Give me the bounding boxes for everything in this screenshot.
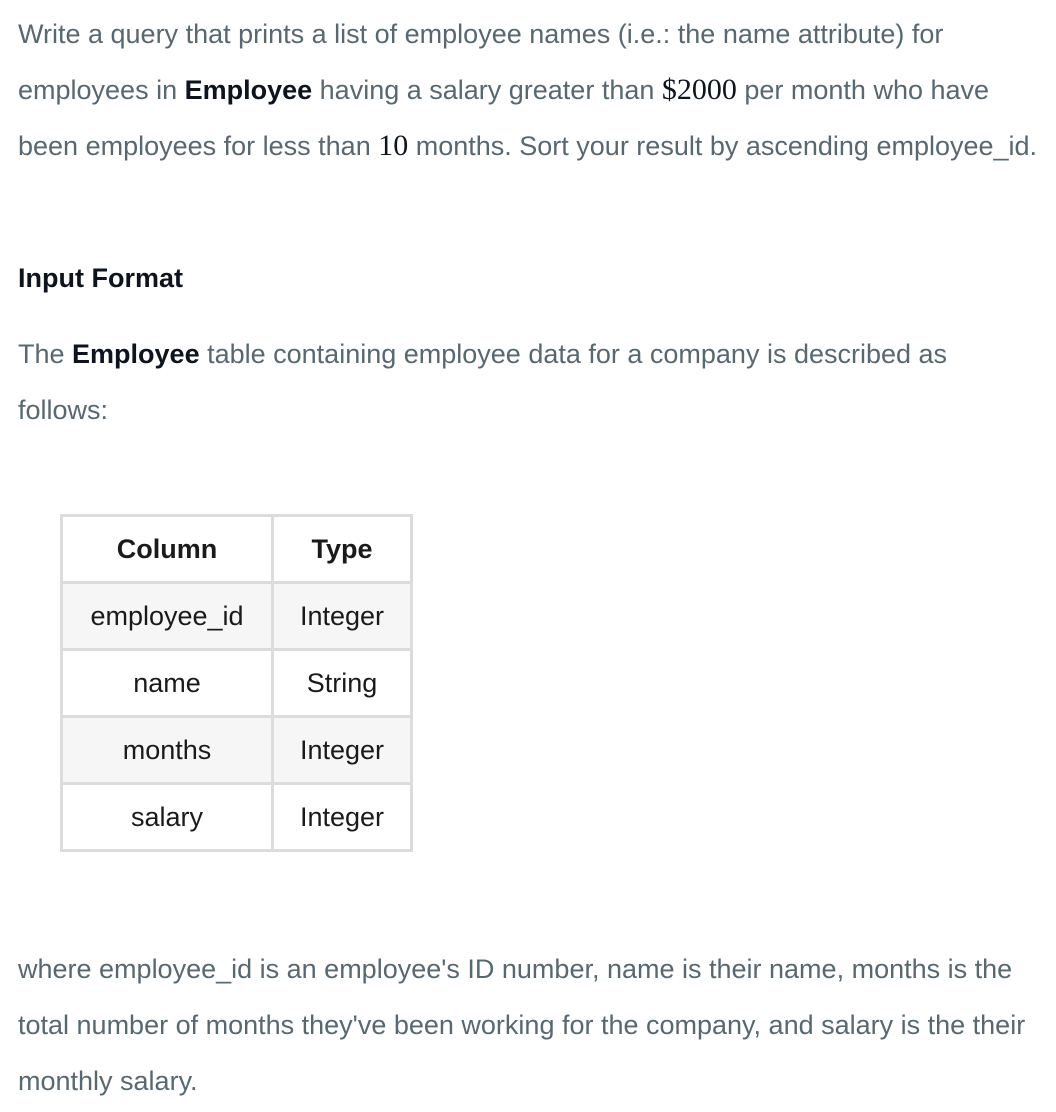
table-row — [62, 784, 412, 851]
intro-text-1: Write a query that prints a list of employee names (i.e.: the name attribute) for employees in — [18, 19, 944, 105]
column-cell: salary — [62, 784, 273, 851]
months-threshold: 10 — [378, 129, 409, 162]
employee-table-name-2: Employee — [72, 339, 200, 369]
intro-paragraph — [18, 6, 1038, 174]
type-cell: Integer — [273, 717, 412, 784]
column-header: Column — [62, 516, 273, 583]
table-row — [62, 650, 412, 717]
input-format-heading: Input Format — [18, 263, 183, 293]
type-header: Type — [273, 516, 412, 583]
input-format-paragraph — [18, 326, 1038, 438]
input-format-text-1: The — [18, 339, 73, 369]
schema-table — [60, 514, 413, 852]
employee-table-name: Employee — [184, 75, 313, 105]
description-paragraph: where employee_id is an employee's ID number, name is their name, months is the total number of months they've been working for the company, and salary is the their monthly salary. — [18, 954, 1026, 1096]
type-cell: Integer — [273, 784, 412, 851]
intro-text-4: months. Sort your result by ascending employee_id. — [408, 131, 1038, 161]
schema-header-row — [62, 516, 412, 583]
column-cell: months — [62, 717, 273, 784]
column-cell: employee_id — [62, 583, 273, 650]
salary-threshold: $2000 — [661, 73, 737, 106]
column-cell: name — [62, 650, 273, 717]
type-cell: String — [273, 650, 412, 717]
table-row — [62, 717, 412, 784]
input-format-text-2: table containing employee data for a company is described as follows: — [18, 339, 948, 425]
type-cell: Integer — [273, 583, 412, 650]
table-row — [62, 583, 412, 650]
intro-text-3: per month who have been employees for less than — [18, 75, 990, 161]
intro-text-2: having a salary greater than — [312, 75, 662, 105]
